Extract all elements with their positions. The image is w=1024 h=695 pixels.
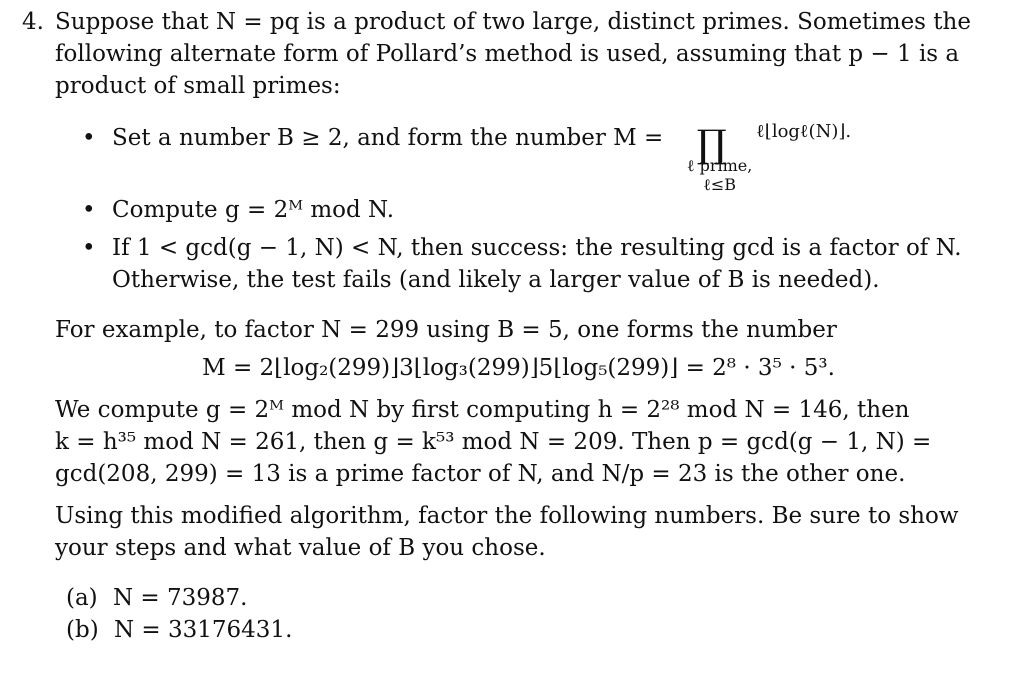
product-expression <box>686 122 753 194</box>
product-symbol: ∏ <box>696 122 727 166</box>
part-b-label: (b) <box>66 617 99 643</box>
bullet1-text: Set a number B ≥ 2, and form the number M = <box>112 125 664 151</box>
bullet-dot-icon: • <box>82 125 96 151</box>
product-subscript-line-1: ℓ prime, <box>686 156 753 175</box>
product-subscript-line-2: ℓ≤B <box>703 175 737 194</box>
intro-line-3: product of small primes: <box>55 73 341 99</box>
instructions-paragraph <box>22 500 982 564</box>
computation-line-2: k = h³⁵ mod N = 261, then g = k⁵³ mod N = 209. Then p = gcd(g − 1, N) = <box>55 429 932 455</box>
bullet-dot-icon: • <box>82 235 96 261</box>
product-subscript <box>675 156 765 194</box>
bullet2-text: Compute g = 2ᴹ mod N. <box>112 197 395 223</box>
bullet-set-b <box>22 121 982 194</box>
part-a-label: (a) <box>66 585 98 611</box>
example-formula: M = 2⌊log₂(299)⌋3⌊log₃(299)⌋5⌊log₅(299)⌋ = 2⁸ · 3⁵ · 5³. <box>202 355 835 381</box>
problem-number: 4. <box>22 9 44 35</box>
part-b <box>22 614 982 646</box>
instructions-line-2: your steps and what value of B you chose. <box>55 535 546 561</box>
part-b-value: N = 33176431. <box>113 617 293 643</box>
computation-paragraph <box>22 394 982 490</box>
part-a <box>22 582 982 614</box>
computation-line-3: gcd(208, 299) = 13 is a prime factor of N, and N/p = 23 is the other one. <box>55 461 906 487</box>
instructions-line-1: Using this modified algorithm, factor the following numbers. Be sure to show <box>55 503 959 529</box>
intro-line-2: following alternate form of Pollard’s method is used, assuming that p − 1 is a <box>55 41 960 67</box>
parts-list <box>22 582 982 646</box>
product-term: ℓ⌊logℓ(N)⌋. <box>756 121 852 142</box>
part-a-value: N = 73987. <box>112 585 248 611</box>
bullet-dot-icon: • <box>82 197 96 223</box>
intro-line-1: Suppose that N = pq is a product of two large, distinct primes. Sometimes the <box>55 9 971 35</box>
problem-intro <box>22 6 982 102</box>
bullet-compute-g <box>22 194 982 226</box>
problem-4 <box>22 6 982 646</box>
bullet3-line-2: Otherwise, the test fails (and likely a larger value of B is needed). <box>112 267 880 293</box>
bullet3-line-1: If 1 < gcd(g − 1, N) < N, then success: the resulting gcd is a factor of N. <box>112 235 962 261</box>
example-intro: For example, to factor N = 299 using B = 5, one forms the number <box>55 317 837 343</box>
bullet-success-test <box>22 232 982 296</box>
computation-line-1: We compute g = 2ᴹ mod N by first computing h = 2²⁸ mod N = 146, then <box>55 397 910 423</box>
